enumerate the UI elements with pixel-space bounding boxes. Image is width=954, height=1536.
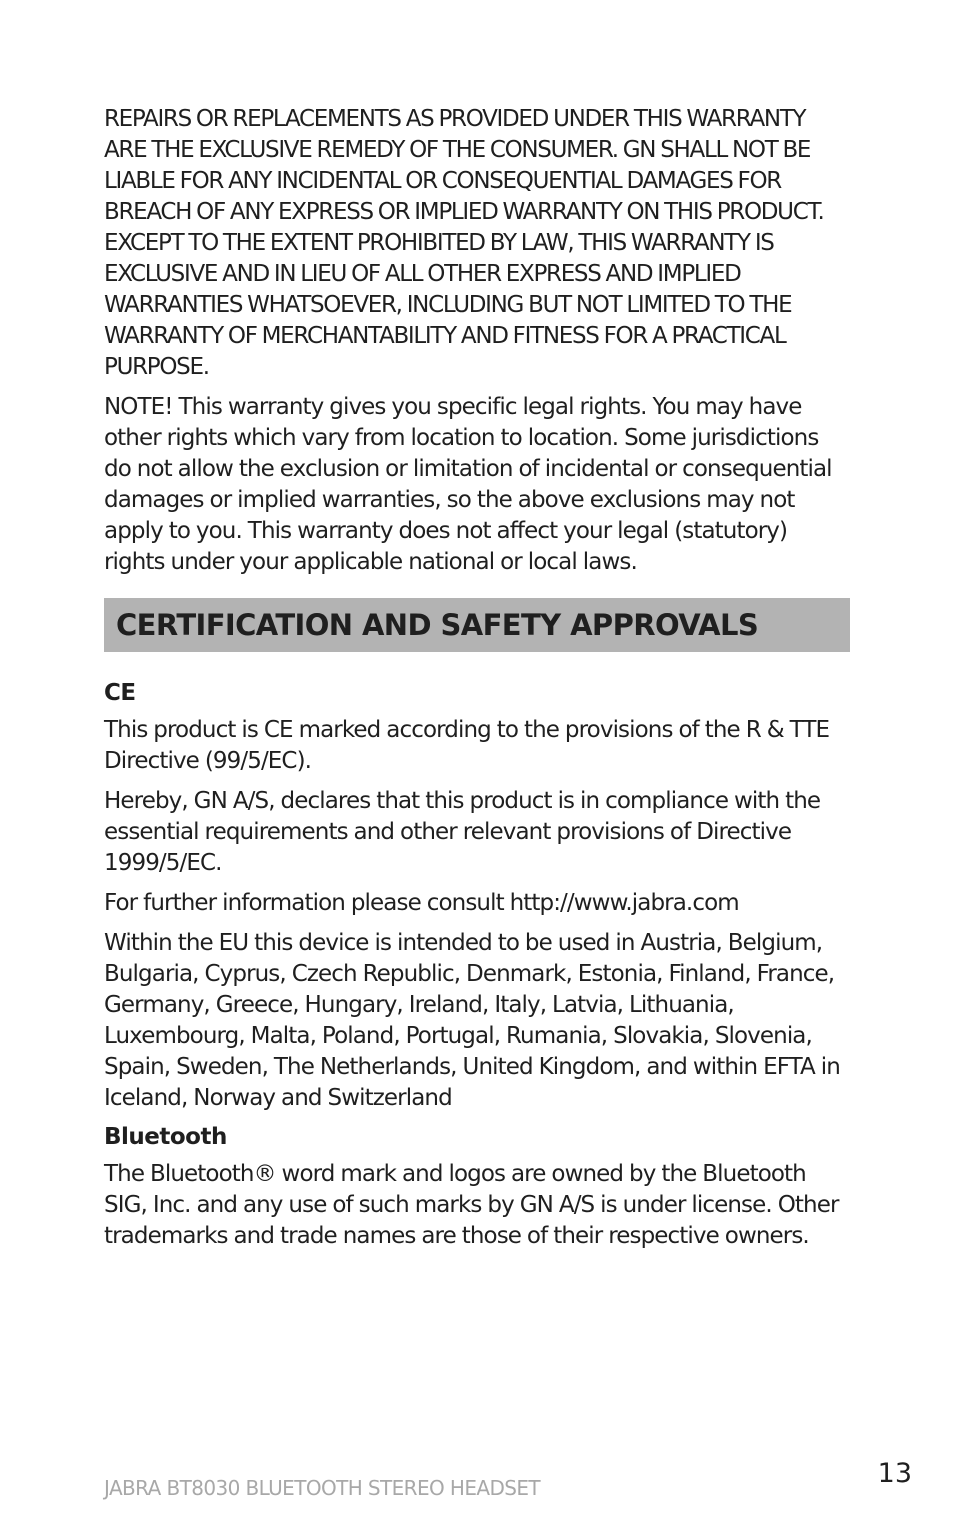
- section-title: CERTIFICATION AND SAFETY APPROVALS: [116, 608, 759, 642]
- warranty-disclaimer-paragraph: REPAIRS OR REPLACEMENTS AS PROVIDED UNDER THIS WARRANTY ARE THE EXCLUSIVE REMEDY OF THE CONSUMER. GN SHALL NOT BE LIABLE FOR ANY INCIDENTAL OR CONSEQUENTIAL DAMAGES FOR BREACH OF ANY EXPRESS OR IMPLIED WARRANTY ON THIS PRODUCT. EXCEPT TO THE EXTENT PROHIBITED BY LAW, THIS WARRANTY IS EXCLUSIVE AND IN LIEU OF ALL OTHER EXPRESS AND IMPLIED WARRANTIES WHATSOEVER, INCLUDING BUT NOT LIMITED TO THE WARRANTY OF MERCHANTABILITY AND FITNESS FOR A PRACTICAL PURPOSE.: [104, 106, 824, 380]
- section-header-bar: [104, 598, 850, 652]
- warranty-note-paragraph: NOTE! This warranty gives you specific legal rights. You may have other rights which vary from location to location. Some jurisdictions do not allow the exclusion or limitation of incidental or consequential damages or implied warranties, so the above exclusions may not apply to you. This warranty does not affect your legal (statutory) rights under your applicable national or local laws.: [104, 394, 832, 575]
- ce-heading: CE: [104, 680, 136, 706]
- ce-paragraph-3: For further information please consult http://www.jabra.com: [104, 890, 739, 916]
- page-number: 13: [877, 1458, 912, 1489]
- footer-product-name: JABRA BT8030 BLUETOOTH STEREO HEADSET: [104, 1476, 541, 1500]
- page-body: [104, 104, 850, 1261]
- ce-paragraph-2: Hereby, GN A/S, declares that this product is in compliance with the essential requirements and other relevant provisions of Directive 1999/5/EC.: [104, 788, 821, 876]
- bluetooth-heading: Bluetooth: [104, 1124, 227, 1150]
- ce-paragraph-4: Within the EU this device is intended to be used in Austria, Belgium, Bulgaria, Cyprus, Czech Republic, Denmark, Estonia, Finland, France, Germany, Greece, Hungary, Ireland, Italy, Latvia, Lithuania, Luxembourg, Malta, Poland, Portugal, Rumania, Slovakia, Slovenia, Spain, Sweden, The Netherlands, United Kingdom, and within EFTA in Iceland, Norway and Switzerland: [104, 930, 840, 1111]
- bluetooth-paragraph: The Bluetooth® word mark and logos are owned by the Bluetooth SIG, Inc. and any use of such marks by GN A/S is under license. Other trademarks and trade names are those of their respective owners.: [104, 1161, 839, 1249]
- ce-paragraph-1: This product is CE marked according to the provisions of the R & TTE Directive (99/5/EC).: [104, 717, 830, 774]
